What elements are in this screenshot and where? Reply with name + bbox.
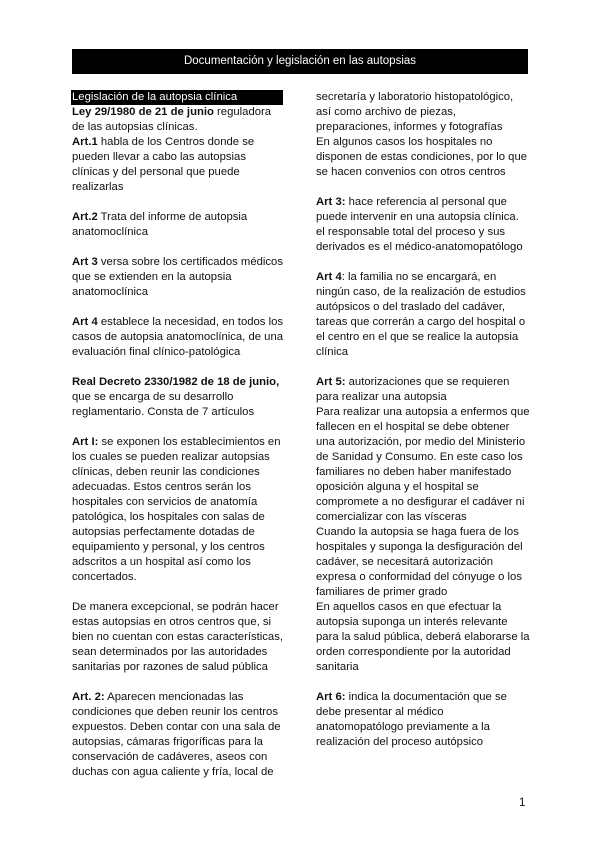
art2b-label: Art. 2:: [72, 691, 105, 703]
ley-text: reguladora de las autopsias clínicas.: [72, 106, 272, 133]
continued-paragraph: secretaría y laboratorio histopatológico, así como archivo de piezas, preparaciones, informes y fotografías: [316, 91, 514, 133]
real-decreto-paragraph: [72, 375, 284, 420]
art4-label: Art 4: [72, 316, 98, 328]
art3-right-label: Art 3:: [316, 196, 346, 208]
art4-paragraph: [72, 315, 284, 360]
art3-text: versa sobre los certificados médicos que se extienden en la autopsia anatomoclínica: [72, 256, 283, 298]
page-number: 1: [519, 797, 526, 809]
art5-heading: [316, 375, 530, 405]
art-i-paragraph: [72, 435, 284, 585]
section-title: Legislación de la autopsia clínica: [71, 90, 283, 105]
art1-label: Art.1: [72, 136, 98, 148]
art5-p3: En aquellos casos en que efectuar la autopsia suponga un interés relevante para la salud pública, deberá elaborarse la orden correspondiente por la autoridad sanitaria: [316, 601, 530, 673]
document-title-banner: Documentación y legislación en las autopsias: [72, 49, 528, 74]
art1-text: habla de los Centros donde se pueden llevar a cabo las autopsias clínicas y del personal que puede realizarlas: [72, 136, 255, 193]
art5-text: autorizaciones que se requieren para realizar una autopsia: [316, 376, 510, 403]
ley-paragraph: [72, 90, 284, 135]
art-i-label: Art I:: [72, 436, 99, 448]
art4-right-paragraph: [316, 270, 530, 360]
real-decreto-text: que se encarga de su desarrollo reglamentario. Consta de 7 artículos: [72, 391, 255, 418]
ley-title: Ley 29/1980 de 21 de junio: [72, 106, 214, 118]
art5-p2: Cuando la autopsia se haga fuera de los hospitales y suponga la desfiguración del cadáver, se necesitará autorización expresa o conformidad del cónyuge o los familiares de primer grado: [316, 526, 523, 598]
art6-text: indica la documentación que se debe presentar al médico anatomopatólogo previamente a la realización del proceso autópsico: [316, 691, 507, 748]
art3-right-paragraph: [316, 195, 530, 255]
art4-right-text: : la familia no se encargará, en ningún caso, de la realización de estudios autópsicos o del traslado del cadáver, tareas que correrán a cargo del hospital o el centro en el que se realice la autopsia clínica: [316, 271, 526, 358]
left-column: [72, 90, 284, 795]
art2-text: Trata del informe de autopsia anatomoclínica: [72, 211, 248, 238]
art1-paragraph: [72, 135, 284, 195]
art3-right-text: hace referencia al personal que puede intervenir en una autopsia clínica. el responsable total del proceso y sus derivados es el médico-anatomopatólogo: [316, 196, 523, 253]
art6-label: Art 6:: [316, 691, 346, 703]
convenios-paragraph: En algunos casos los hospitales no disponen de estas condiciones, por lo que se hacen convenios con otros centros: [316, 136, 528, 178]
right-column: [316, 90, 530, 765]
art6-paragraph: [316, 690, 530, 750]
art4-text: establece la necesidad, en todos los casos de autopsia anatomoclínica, de una evaluación final clínico-patológica: [72, 316, 284, 358]
art5-p1: Para realizar una autopsia a enfermos que fallecen en el hospital se debe obtener una autorización, por medio del Ministerio de Sanidad y Consumo. En este caso los familiares no deben haber manifestado oposición alguna y el hospital se compromete a no desfigurar el cadáver ni comercializar con las vísceras: [316, 406, 530, 523]
art2b-paragraph: [72, 690, 284, 780]
art4-right-label: Art 4: [316, 271, 342, 283]
art3-paragraph: [72, 255, 284, 300]
real-decreto-title: Real Decreto 2330/1982 de 18 de junio,: [72, 376, 280, 388]
art2b-text: Aparecen mencionadas las condiciones que deben reunir los centros expuestos. Deben contar con una sala de autopsias, cámaras frigoríficas para la conservación de cadáveres, aseos con duchas con agua caliente y fría, local de: [72, 691, 281, 778]
art-i-text: se exponen los establecimientos en los cuales se pueden realizar autopsias clínicas, deben reunir las condiciones adecuadas. Estos centros serán los hospitales con servicios de anatomía patológica, los hospitales con salas de autopsias perfectamente dotadas de equipamiento y personal, y los centros adscritos a un hospital así como los concertados.: [72, 436, 281, 583]
art2-paragraph: [72, 210, 284, 240]
art5-label: Art 5:: [316, 376, 346, 388]
art2-label: Art.2: [72, 211, 98, 223]
exception-paragraph: De manera excepcional, se podrán hacer estas autopsias en otros centros que, si bien no cuentan con estas características, sean determinados por las autoridades sanitarias por razones de salud pública: [72, 601, 283, 673]
art3-label: Art 3: [72, 256, 98, 268]
